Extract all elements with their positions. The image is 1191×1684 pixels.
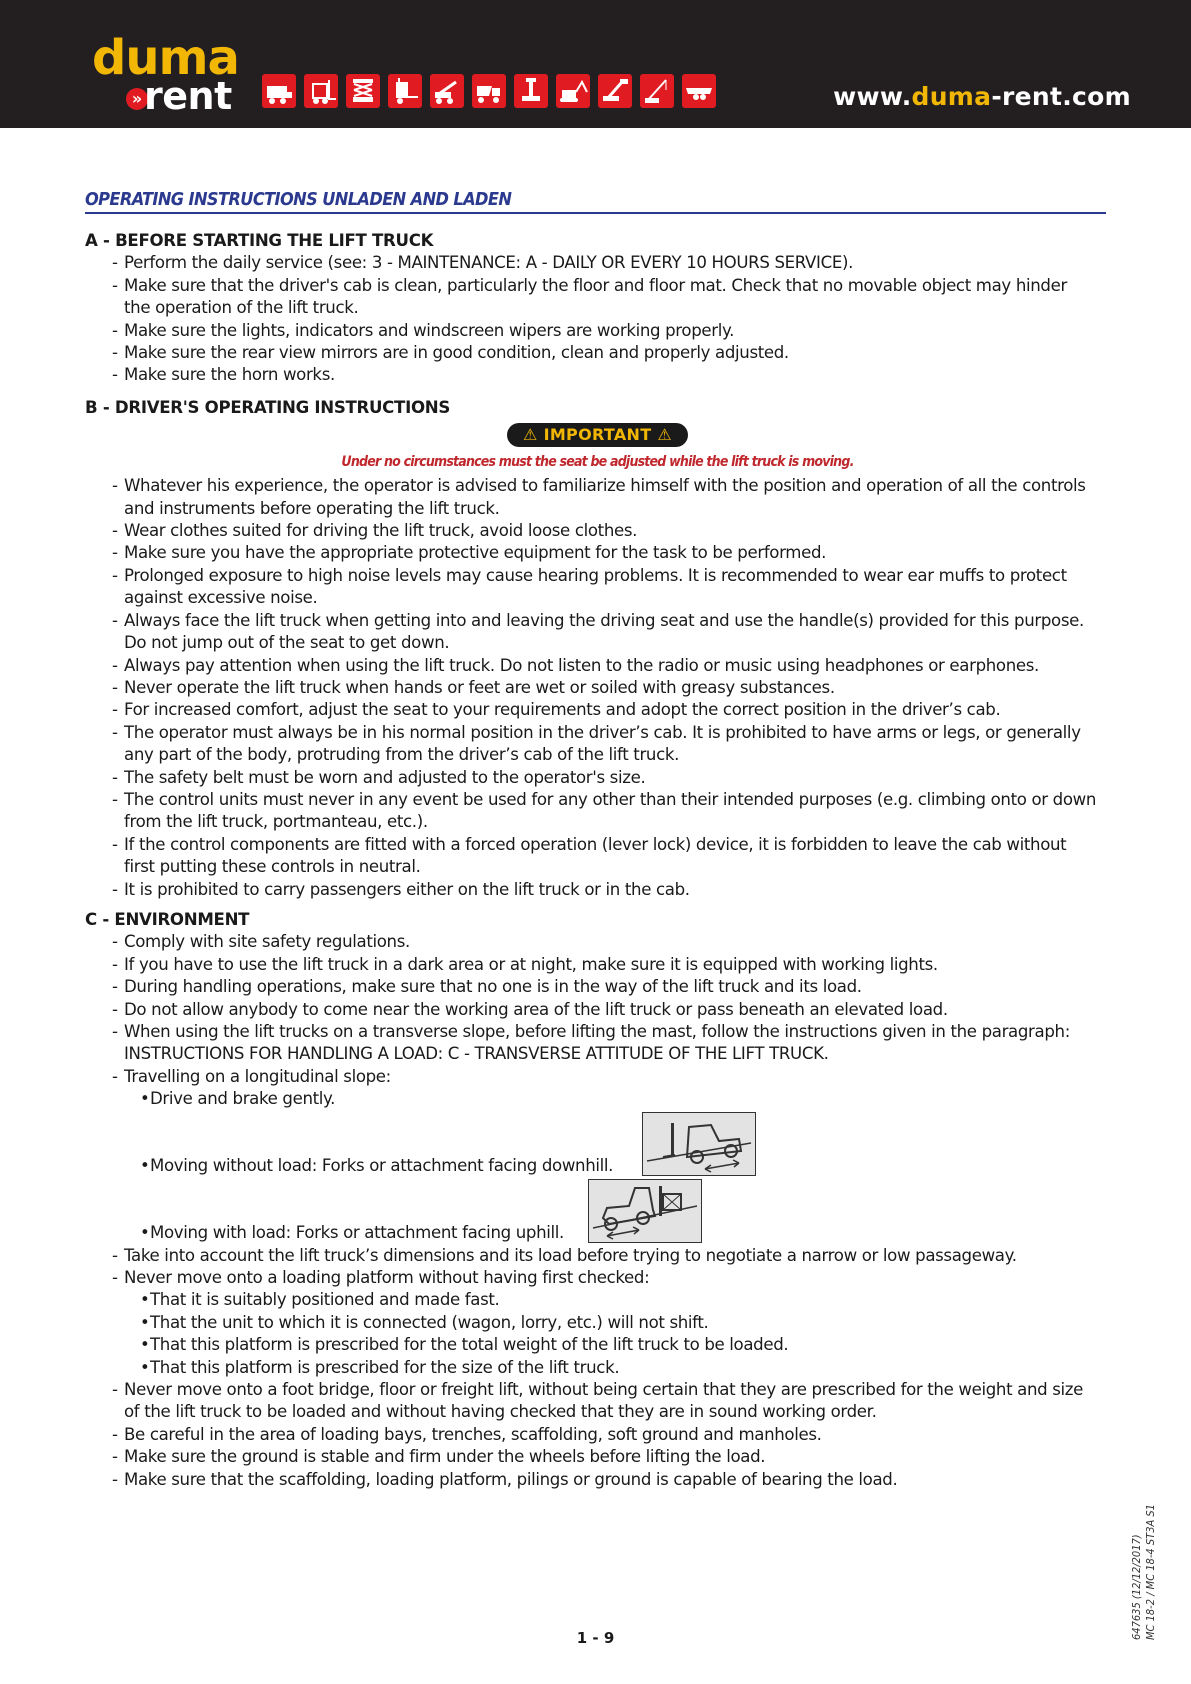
sub-bullet: • That the unit to which it is connected (wagon, lorry, etc.) will not shift. [140, 1312, 709, 1332]
scissor-lift-icon [346, 74, 380, 108]
list-item: - During handling operations, make sure that no one is in the way of the lift truck and its load. [112, 977, 862, 997]
page-number: 1 - 9 [576, 1629, 615, 1647]
list-item: - Never operate the lift truck when hands or feet are wet or soiled with greasy substances. [112, 677, 835, 697]
important-banner [85, 423, 1110, 449]
list-item: - It is prohibited to carry passengers either on the lift truck or in the cab. [112, 879, 690, 899]
forklift-downhill-unladen-figure [642, 1112, 756, 1176]
section-a-heading: A - BEFORE STARTING THE LIFT TRUCK [85, 231, 434, 250]
list-item: - Make sure you have the appropriate protective equipment for the task to be performed. [112, 543, 827, 563]
list-item-continuation: Do not jump out of the seat to get down. [124, 633, 450, 653]
list-item: - Wear clothes suited for driving the lift truck, avoid loose clothes. [112, 521, 638, 541]
list-item-continuation: first putting these controls in neutral. [124, 857, 421, 877]
list-item: - When using the lift trucks on a transverse slope, before lifting the mast, follow the instructions given in the paragraph: [112, 1022, 1070, 1041]
list-item-continuation: the operation of the lift truck. [124, 298, 359, 318]
list-item: - The safety belt must be worn and adjusted to the operator's size. [112, 767, 646, 787]
list-item: - The operator must always be in his normal position in the driver’s cab. It is prohibited to have arms or legs, or generally [112, 722, 1081, 742]
list-item: - Comply with site safety regulations. [112, 932, 410, 952]
list-item: - Never move onto a loading platform without having first checked: [112, 1268, 650, 1288]
list-item: - Make sure the ground is stable and firm under the wheels before lifting the load. [112, 1447, 766, 1467]
doc-code-line-2: MC 18-2 / MC 18-4 ST3A S1 [1144, 1504, 1157, 1640]
doc-code-line-1: 647635 (12/12/2017) [1130, 1534, 1143, 1640]
forklift-icon [304, 74, 338, 108]
sub-bullet: • That it is suitably positioned and made fast. [140, 1290, 500, 1310]
list-item: - Prolonged exposure to high noise levels may cause hearing problems. It is recommended to wear ear muffs to protect [112, 565, 1067, 585]
list-item: - Do not allow anybody to come near the working area of the lift truck or pass beneath an elevated load. [112, 999, 948, 1019]
list-item: - If the control components are fitted with a forced operation (lever lock) device, it is forbidden to leave the cab without [112, 834, 1067, 854]
boom-lift-icon [598, 74, 632, 108]
list-item-continuation: from the lift truck, portmanteau, etc.). [124, 812, 428, 832]
warning-icon: ⚠ [523, 425, 538, 445]
list-item: - For increased comfort, adjust the seat to your requirements and adopt the correct position in the driver’s cab. [112, 700, 1001, 720]
page-title: OPERATING INSTRUCTIONS UNLADEN AND LADEN [85, 189, 512, 210]
list-item: - Travelling on a longitudinal slope: [112, 1066, 391, 1086]
list-item: - Always face the lift truck when getting into and leaving the driving seat and use the handle(s) provided for this purpose. [112, 610, 1084, 630]
list-item: - Never move onto a foot bridge, floor or freight lift, without being certain that they are prescribed for the weight and size [112, 1380, 1084, 1400]
list-item: - Make sure the lights, indicators and windscreen wipers are working properly. [112, 320, 735, 340]
list-item: - Take into account the lift truck’s dimensions and its load before trying to negotiate a narrow or low passageway. [112, 1245, 1017, 1265]
list-item: - Make sure the horn works. [112, 365, 335, 385]
logo-text-rent: rent [144, 74, 232, 118]
url-accent: duma [911, 82, 992, 111]
list-item-continuation: of the lift truck to be loaded and without having checked that they are in sound working order. [124, 1402, 877, 1422]
list-item-continuation: INSTRUCTIONS FOR HANDLING A LOAD: C - TRANSVERSE ATTITUDE OF THE LIFT TRUCK. [124, 1044, 829, 1064]
telehandler-icon [430, 74, 464, 108]
forklift-uphill-laden-figure [588, 1179, 702, 1243]
warning-icon: ⚠ [657, 425, 672, 445]
list-item-continuation: any part of the body, protruding from the driver’s cab of the lift truck. [124, 745, 680, 765]
machine-icon-strip [262, 74, 716, 110]
logo-text-duma: duma [92, 30, 239, 86]
important-badge: ⚠ IMPORTANT ⚠ [507, 423, 688, 447]
page-header [0, 0, 1191, 128]
sub-bullet: • That this platform is prescribed for the total weight of the lift truck to be loaded. [140, 1335, 789, 1355]
section-c-heading: C - ENVIRONMENT [85, 909, 250, 929]
document-reference-code [1130, 1504, 1158, 1640]
sub-bullet-with-figure: • Moving without load: Forks or attachment facing downhill. [85, 1111, 1110, 1178]
section-b-heading: B - DRIVER'S OPERATING INSTRUCTIONS [85, 397, 450, 417]
website-link[interactable] [833, 82, 1131, 112]
url-suffix: -rent.com [991, 82, 1131, 111]
list-item: - Always pay attention when using the lift truck. Do not listen to the radio or music using headphones or earphones. [112, 655, 1039, 675]
sub-bullet-with-figure: • Moving with load: Forks or attachment facing uphill. [85, 1178, 1110, 1245]
document-body [85, 230, 1110, 1491]
dumper-icon [472, 74, 506, 108]
list-item: - Whatever his experience, the operator is advised to familiarize himself with the position and operation of all the controls [112, 476, 1086, 496]
title-underline [85, 212, 1106, 214]
duma-rent-logo [92, 30, 242, 118]
list-item: - Make sure that the driver's cab is clean, particularly the floor and floor mat. Check that no movable object may hinder [112, 275, 1067, 295]
crane-icon [640, 74, 674, 108]
excavator-icon [556, 74, 590, 108]
list-item: - The control units must never in any event be used for any other than their intended purposes (e.g. climbing onto or down [112, 789, 1097, 809]
pallet-truck-icon [388, 74, 422, 108]
list-item-continuation: against excessive noise. [124, 588, 318, 608]
list-item: - Make sure that the scaffolding, loading platform, pilings or ground is capable of bearing the load. [112, 1469, 898, 1489]
logo-arrow-icon: » [126, 88, 148, 110]
skid-steer-icon [262, 74, 296, 108]
list-item-continuation: and instruments before operating the lift truck. [124, 498, 500, 518]
mast-lift-icon [514, 74, 548, 108]
list-item: - Perform the daily service (see: 3 - MAINTENANCE: A - DAILY OR EVERY 10 HOURS SERVICE). [112, 253, 854, 273]
sub-bullet: • That this platform is prescribed for the size of the lift truck. [140, 1357, 620, 1377]
url-prefix: www. [833, 82, 912, 111]
list-item: - If you have to use the lift truck in a dark area or at night, make sure it is equipped with working lights. [112, 954, 938, 974]
trailer-icon [682, 74, 716, 108]
sub-bullet: • Drive and brake gently. [140, 1089, 336, 1109]
important-note: Under no circumstances must the seat be adjusted while the lift truck is moving. [341, 454, 854, 471]
list-item: - Be careful in the area of loading bays, trenches, scaffolding, soft ground and manholes. [112, 1424, 822, 1444]
list-item: - Make sure the rear view mirrors are in good condition, clean and properly adjusted. [112, 343, 789, 363]
